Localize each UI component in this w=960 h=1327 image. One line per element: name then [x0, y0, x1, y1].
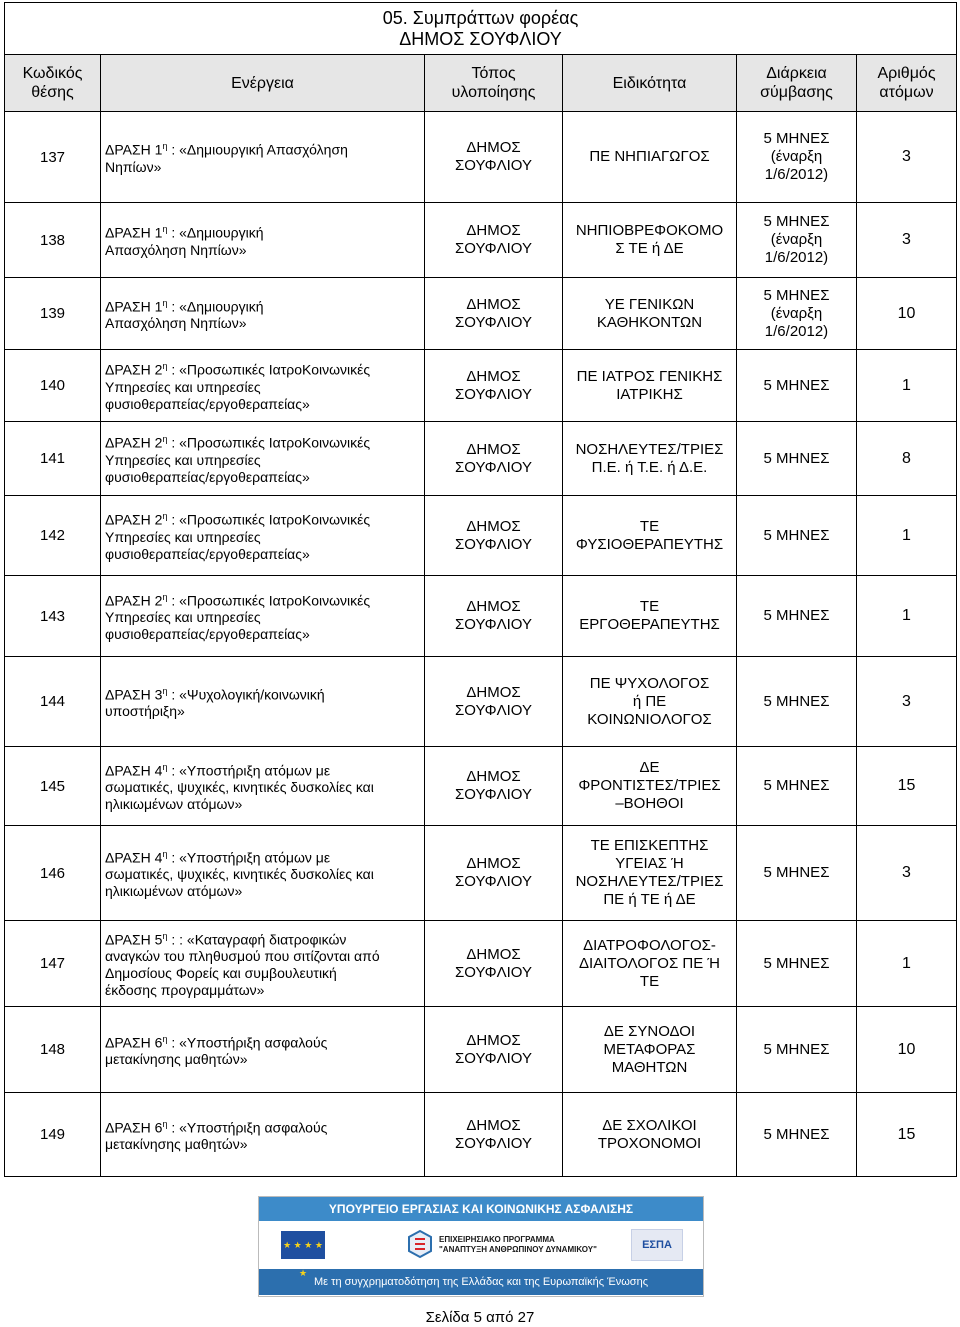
- header-code: Κωδικός θέσης: [5, 55, 101, 112]
- action-description: ΔΡΑΣΗ $3^\eta$ : «Ψυχολογική/κοινωνική υποστήριξη»: [101, 657, 425, 747]
- specialty: ΠΕ ΝΗΠΙΑΓΩΓΟΣ: [563, 112, 737, 203]
- table-row: [5, 576, 957, 657]
- action-description: ΔΡΑΣΗ $2^\eta$ : «Προσωπικές ΙατροΚοινωνικές Υπηρεσίες και υπηρεσίες φυσιοθεραπείας/εργοθεραπείας»: [101, 496, 425, 576]
- contract-duration: 5 ΜΗΝΕΣ: [737, 747, 857, 826]
- position-code: 149: [5, 1093, 101, 1177]
- persons-count: 10: [857, 1007, 957, 1093]
- contract-duration: 5 ΜΗΝΕΣ: [737, 826, 857, 921]
- contract-duration: 5 ΜΗΝΕΣ: [737, 1007, 857, 1093]
- position-code: 146: [5, 826, 101, 921]
- implementation-place: ΔΗΜΟΣ ΣΟΥΦΛΙΟΥ: [425, 1007, 563, 1093]
- persons-count: 3: [857, 112, 957, 203]
- header-action: Ενέργεια: [101, 55, 425, 112]
- implementation-place: ΔΗΜΟΣ ΣΟΥΦΛΙΟΥ: [425, 657, 563, 747]
- table-row: [5, 422, 957, 496]
- specialty: ΔΕ ΣΥΝΟΔΟΙ ΜΕΤΑΦΟΡΑΣ ΜΑΘΗΤΩΝ: [563, 1007, 737, 1093]
- table-body: [5, 112, 957, 1177]
- position-code: 140: [5, 350, 101, 422]
- header-count: Αριθμός ατόμων: [857, 55, 957, 112]
- persons-count: 10: [857, 278, 957, 350]
- specialty: ΠΕ ΙΑΤΡΟΣ ΓΕΝΙΚΗΣ ΙΑΤΡΙΚΗΣ: [563, 350, 737, 422]
- action-description: ΔΡΑΣΗ $4^\eta$ : «Υποστήριξη ατόμων με σωματικές, ψυχικές, κινητικές δυσκολίες και ηλικιωμένων ατόμων»: [101, 747, 425, 826]
- funding-label: Με τη συγχρηματοδότηση της Ελλάδας και της Ευρωπαϊκής Ένωσης: [259, 1269, 703, 1295]
- header-specialty: Ειδικότητα: [563, 55, 737, 112]
- implementation-place: ΔΗΜΟΣ ΣΟΥΦΛΙΟΥ: [425, 826, 563, 921]
- persons-count: 1: [857, 496, 957, 576]
- specialty: ΝΟΣΗΛΕΥΤΕΣ/ΤΡΙΕΣ Π.Ε. ή Τ.Ε. ή Δ.Ε.: [563, 422, 737, 496]
- persons-count: 8: [857, 422, 957, 496]
- table-row: [5, 747, 957, 826]
- specialty: ΤΕ ΕΠΙΣΚΕΠΤΗΣ ΥΓΕΙΑΣ Ή ΝΟΣΗΛΕΥΤΕΣ/ΤΡΙΕΣ ΠΕ ή ΤΕ ή ΔΕ: [563, 826, 737, 921]
- persons-count: 3: [857, 826, 957, 921]
- banner-logos: [259, 1221, 703, 1278]
- persons-count: 1: [857, 576, 957, 657]
- action-description: ΔΡΑΣΗ $2^\eta$ : «Προσωπικές ΙατροΚοινωνικές Υπηρεσίες και υπηρεσίες φυσιοθεραπείας/εργοθεραπείας»: [101, 422, 425, 496]
- position-code: 148: [5, 1007, 101, 1093]
- contract-duration: 5 ΜΗΝΕΣ: [737, 576, 857, 657]
- implementation-place: ΔΗΜΟΣ ΣΟΥΦΛΙΟΥ: [425, 1093, 563, 1177]
- table-row: [5, 921, 957, 1007]
- action-description: ΔΡΑΣΗ $2^\eta$ : «Προσωπικές ΙατροΚοινωνικές Υπηρεσίες και υπηρεσίες φυσιοθεραπείας/εργοθεραπείας»: [101, 350, 425, 422]
- action-description: ΔΡΑΣΗ $1^\eta$ : «Δημιουργική Απασχόληση Νηπίων»: [101, 112, 425, 203]
- persons-count: 1: [857, 921, 957, 1007]
- title-row: [5, 3, 957, 55]
- contract-duration: 5 ΜΗΝΕΣ (έναρξη 1/6/2012): [737, 203, 857, 278]
- specialty: ΤΕ ΕΡΓΟΘΕΡΑΠΕΥΤΗΣ: [563, 576, 737, 657]
- title-line2: ΔΗΜΟΣ ΣΟΥΦΛΙΟΥ: [399, 28, 562, 49]
- position-code: 142: [5, 496, 101, 576]
- action-description: ΔΡΑΣΗ $2^\eta$ : «Προσωπικές ΙατροΚοινωνικές Υπηρεσίες και υπηρεσίες φυσιοθεραπείας/εργοθεραπείας»: [101, 576, 425, 657]
- table-row: [5, 278, 957, 350]
- implementation-place: ΔΗΜΟΣ ΣΟΥΦΛΙΟΥ: [425, 278, 563, 350]
- contract-duration: 5 ΜΗΝΕΣ: [737, 496, 857, 576]
- position-code: 139: [5, 278, 101, 350]
- persons-count: 15: [857, 1093, 957, 1177]
- action-description: ΔΡΑΣΗ $1^\eta$ : «Δημιουργική Απασχόληση Νηπίων»: [101, 203, 425, 278]
- implementation-place: ΔΗΜΟΣ ΣΟΥΦΛΙΟΥ: [425, 203, 563, 278]
- implementation-place: ΔΗΜΟΣ ΣΟΥΦΛΙΟΥ: [425, 350, 563, 422]
- position-code: 144: [5, 657, 101, 747]
- action-description: ΔΡΑΣΗ $6^\eta$ : «Υποστήριξη ασφαλούς μετακίνησης μαθητών»: [101, 1093, 425, 1177]
- implementation-place: ΔΗΜΟΣ ΣΟΥΦΛΙΟΥ: [425, 112, 563, 203]
- program-banner: [258, 1196, 704, 1297]
- position-code: 138: [5, 203, 101, 278]
- table-row: [5, 1093, 957, 1177]
- contract-duration: 5 ΜΗΝΕΣ: [737, 350, 857, 422]
- position-code: 145: [5, 747, 101, 826]
- contract-duration: 5 ΜΗΝΕΣ: [737, 921, 857, 1007]
- action-description: ΔΡΑΣΗ $1^\eta$ : «Δημιουργική Απασχόληση Νηπίων»: [101, 278, 425, 350]
- contract-duration: 5 ΜΗΝΕΣ: [737, 657, 857, 747]
- action-description: ΔΡΑΣΗ $6^\eta$ : «Υποστήριξη ασφαλούς μετακίνησης μαθητών»: [101, 1007, 425, 1093]
- persons-count: 3: [857, 657, 957, 747]
- persons-count: 3: [857, 203, 957, 278]
- action-description: ΔΡΑΣΗ $4^\eta$ : «Υποστήριξη ατόμων με σωματικές, ψυχικές, κινητικές δυσκολίες και ηλικιωμένων ατόμων»: [101, 826, 425, 921]
- implementation-place: ΔΗΜΟΣ ΣΟΥΦΛΙΟΥ: [425, 422, 563, 496]
- implementation-place: ΔΗΜΟΣ ΣΟΥΦΛΙΟΥ: [425, 747, 563, 826]
- specialty: ΝΗΠΙΟΒΡΕΦΟΚΟΜΟ Σ ΤΕ ή ΔΕ: [563, 203, 737, 278]
- eu-flag-icon: ★ ★ ★ ★ ★: [281, 1231, 325, 1259]
- persons-count: 1: [857, 350, 957, 422]
- table-row: [5, 112, 957, 203]
- persons-count: 15: [857, 747, 957, 826]
- header-row: [5, 55, 957, 112]
- position-code: 147: [5, 921, 101, 1007]
- action-description: ΔΡΑΣΗ $5^\eta$ : : «Καταγραφή διατροφικών αναγκών του πληθυσμού που σιτίζονται από Δημοσίους Φορείς και συμβουλευτική έκδοσης προγραμμάτων»: [101, 921, 425, 1007]
- contract-duration: 5 ΜΗΝΕΣ: [737, 422, 857, 496]
- header-duration: Διάρκεια σύμβασης: [737, 55, 857, 112]
- header-place: Τόπος υλοποίησης: [425, 55, 563, 112]
- contract-duration: 5 ΜΗΝΕΣ: [737, 1093, 857, 1177]
- ministry-label: ΥΠΟΥΡΓΕΙΟ ΕΡΓΑΣΙΑΣ ΚΑΙ ΚΟΙΝΩΝΙΚΗΣ ΑΣΦΑΛΙΣΗΣ: [259, 1197, 703, 1221]
- contract-duration: 5 ΜΗΝΕΣ (έναρξη 1/6/2012): [737, 112, 857, 203]
- page-number: Σελίδα 5 από 27: [425, 1309, 535, 1326]
- program-name: ΕΠΙΧΕΙΡΗΣΙΑΚΟ ΠΡΟΓΡΑΜΜΑ "ΑΝΑΠΤΥΞΗ ΑΝΘΡΩΠΙΝΟΥ ΔΥΝΑΜΙΚΟΥ": [439, 1235, 597, 1254]
- table-row: [5, 350, 957, 422]
- implementation-place: ΔΗΜΟΣ ΣΟΥΦΛΙΟΥ: [425, 921, 563, 1007]
- title-line1: 05. Συμπράττων φορέας: [382, 7, 579, 28]
- table-row: [5, 203, 957, 278]
- specialty: ΥΕ ΓΕΝΙΚΩΝ ΚΑΘΗΚΟΝΤΩΝ: [563, 278, 737, 350]
- specialty: ΔΕ ΦΡΟΝΤΙΣΤΕΣ/ΤΡΙΕΣ –ΒΟΗΘΟΙ: [563, 747, 737, 826]
- contract-duration: 5 ΜΗΝΕΣ (έναρξη 1/6/2012): [737, 278, 857, 350]
- table-row: [5, 826, 957, 921]
- espa-logo: ΕΣΠΑ: [631, 1229, 683, 1261]
- positions-table: [4, 2, 957, 1177]
- position-code: 137: [5, 112, 101, 203]
- specialty: ΤΕ ΦΥΣΙΟΘΕΡΑΠΕΥΤΗΣ: [563, 496, 737, 576]
- table-title: [5, 3, 957, 55]
- implementation-place: ΔΗΜΟΣ ΣΟΥΦΛΙΟΥ: [425, 496, 563, 576]
- implementation-place: ΔΗΜΟΣ ΣΟΥΦΛΙΟΥ: [425, 576, 563, 657]
- table-row: [5, 496, 957, 576]
- table-row: [5, 657, 957, 747]
- operational-program-logo-icon: [407, 1229, 433, 1259]
- position-code: 143: [5, 576, 101, 657]
- specialty: ΠΕ ΨΥΧΟΛΟΓΟΣ ή ΠΕ ΚΟΙΝΩΝΙΟΛΟΓΟΣ: [563, 657, 737, 747]
- table-row: [5, 1007, 957, 1093]
- specialty: ΔΕ ΣΧΟΛΙΚΟΙ ΤΡΟΧΟΝΟΜΟΙ: [563, 1093, 737, 1177]
- specialty: ΔΙΑΤΡΟΦΟΛΟΓΟΣ- ΔΙΑΙΤΟΛΟΓΟΣ ΠΕ Ή ΤΕ: [563, 921, 737, 1007]
- position-code: 141: [5, 422, 101, 496]
